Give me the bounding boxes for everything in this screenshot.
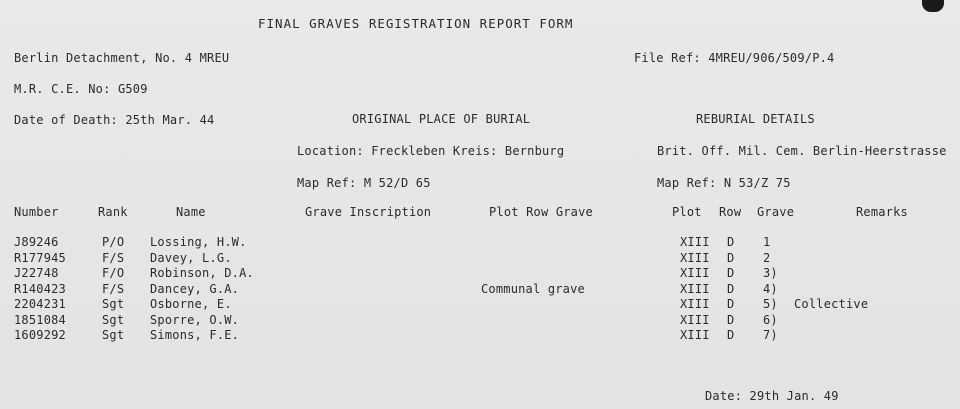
cell-row: D xyxy=(727,297,735,311)
reburial-location: Brit. Off. Mil. Cem. Berlin-Heerstrasse xyxy=(657,144,947,158)
cell-grave: 2 xyxy=(763,250,771,265)
mrce-number: M.R. C.E. No: G509 xyxy=(14,82,148,96)
cell-plot: XIII xyxy=(680,235,710,249)
table-row xyxy=(0,313,960,329)
file-reference: File Ref: 4MREU/906/509/P.4 xyxy=(634,51,835,65)
header-original-plot-row-grave: Plot Row Grave xyxy=(489,205,593,219)
cell-rank: P/O xyxy=(102,235,125,249)
cell-grave: 6) xyxy=(763,312,778,327)
form-title: FINAL GRAVES REGISTRATION REPORT FORM xyxy=(258,16,574,31)
cell-grave: 4) xyxy=(763,281,778,296)
punch-hole-mark xyxy=(922,0,944,12)
cell-name: Simons, F.E. xyxy=(150,328,240,342)
cell-rank: F/S xyxy=(102,281,125,296)
communal-grave-note: Communal grave xyxy=(481,281,585,296)
reburial-heading: REBURIAL DETAILS xyxy=(696,112,815,126)
cell-number: 1609292 xyxy=(14,328,66,342)
table-row xyxy=(0,297,960,313)
cell-plot: XIII xyxy=(680,281,710,296)
header-rank: Rank xyxy=(98,205,128,219)
cell-plot: XIII xyxy=(680,250,710,265)
table-row xyxy=(0,328,960,344)
table-row xyxy=(0,282,960,298)
cell-grave: 3) xyxy=(763,266,778,280)
cell-number: 2204231 xyxy=(14,297,66,311)
cell-name: Davey, L.G. xyxy=(150,250,232,265)
header-remarks: Remarks xyxy=(856,205,908,219)
cell-name: Lossing, H.W. xyxy=(150,235,247,249)
header-row: Row xyxy=(719,205,742,219)
cell-rank: Sgt xyxy=(102,328,125,342)
header-grave: Grave xyxy=(757,205,795,219)
cell-name: Sporre, O.W. xyxy=(150,312,240,327)
cell-plot: XIII xyxy=(680,312,710,327)
cell-row: D xyxy=(727,266,735,280)
collective-remark: Collective xyxy=(794,297,869,311)
original-location: Location: Freckleben Kreis: Bernburg xyxy=(297,144,565,158)
cell-name: Osborne, E. xyxy=(150,297,232,311)
cell-name: Robinson, D.A. xyxy=(150,266,254,280)
cell-row: D xyxy=(727,250,735,265)
cell-rank: F/O xyxy=(102,266,125,280)
cell-grave: 7) xyxy=(763,328,778,342)
cell-row: D xyxy=(727,235,735,249)
casualty-table xyxy=(0,235,960,344)
cell-row: D xyxy=(727,328,735,342)
cell-rank: Sgt xyxy=(102,312,125,327)
cell-number: J22748 xyxy=(14,266,59,280)
date-of-death: Date of Death: 25th Mar. 44 xyxy=(14,113,215,127)
cell-name: Dancey, G.A. xyxy=(150,281,240,296)
cell-plot: XIII xyxy=(680,328,710,342)
cell-rank: Sgt xyxy=(102,297,125,311)
table-row xyxy=(0,235,960,251)
cell-grave: 1 xyxy=(763,235,771,249)
header-grave-inscription: Grave Inscription xyxy=(305,205,432,219)
cell-grave: 5) xyxy=(763,297,778,311)
table-row xyxy=(0,251,960,267)
header-number: Number xyxy=(14,205,59,219)
cell-number: 1851084 xyxy=(14,312,66,327)
cell-number: R177945 xyxy=(14,250,66,265)
cell-number: R140423 xyxy=(14,281,66,296)
report-date: Date: 29th Jan. 49 xyxy=(705,389,839,403)
original-burial-heading: ORIGINAL PLACE OF BURIAL xyxy=(352,112,531,126)
header-name: Name xyxy=(176,205,206,219)
header-plot: Plot xyxy=(672,205,702,219)
cell-rank: F/S xyxy=(102,250,125,265)
cell-plot: XIII xyxy=(680,266,710,280)
cell-row: D xyxy=(727,312,735,327)
original-map-ref: Map Ref: M 52/D 65 xyxy=(297,176,431,190)
cell-row: D xyxy=(727,281,735,296)
table-row xyxy=(0,266,960,282)
cell-number: J89246 xyxy=(14,235,59,249)
reburial-map-ref: Map Ref: N 53/Z 75 xyxy=(657,176,791,190)
detachment-label: Berlin Detachment, No. 4 MREU xyxy=(14,51,230,65)
cell-plot: XIII xyxy=(680,297,710,311)
